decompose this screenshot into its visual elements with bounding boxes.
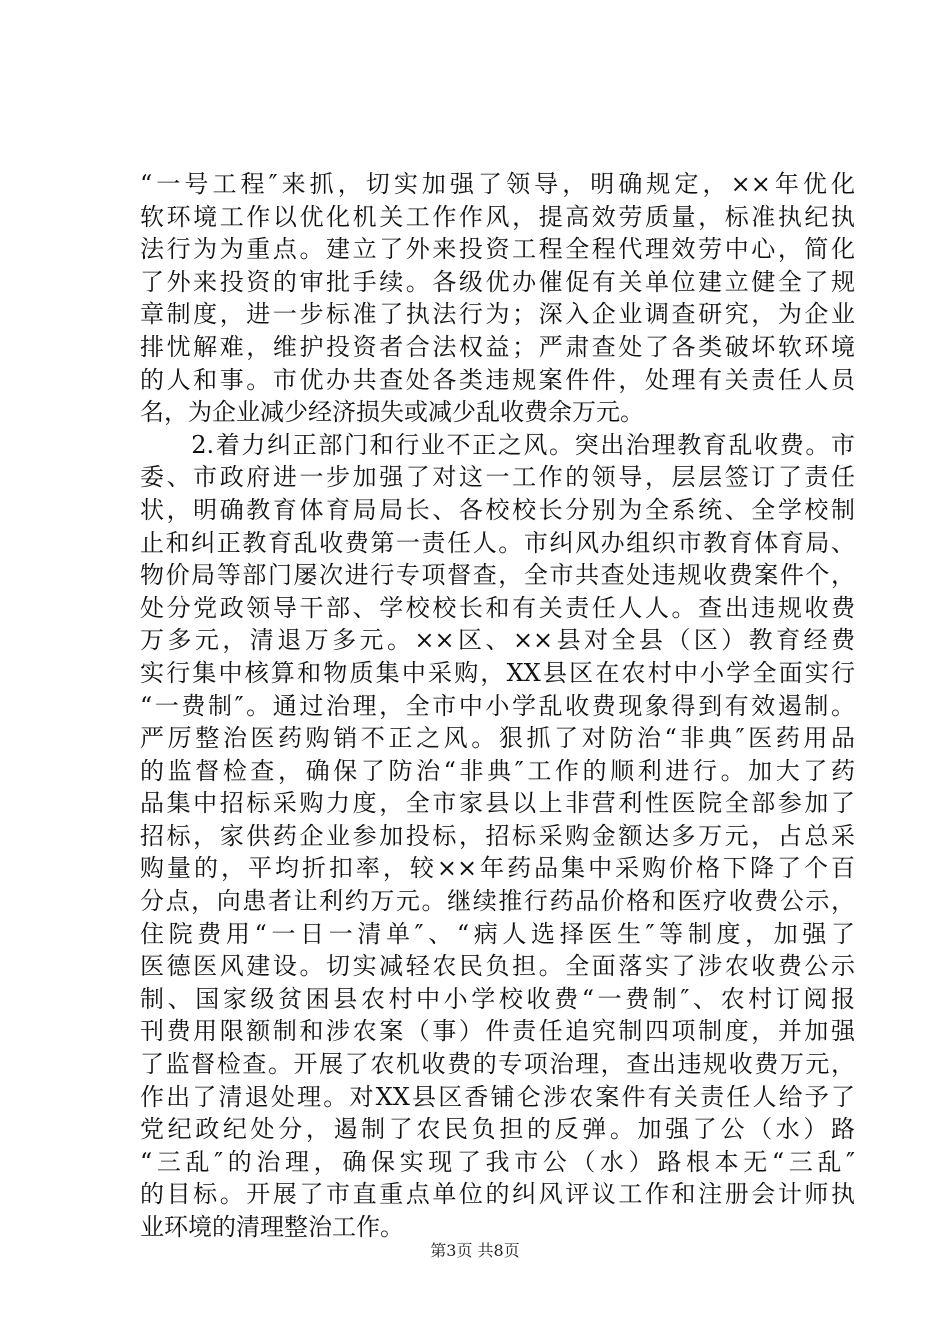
text-line: 万多元，清退万多元。××区、××县对全县（区）教育经费	[140, 626, 855, 655]
text-line: 处分党政领导干部、学校校长和有关责任人人。查出违规收费	[140, 593, 855, 622]
text-line: 的人和事。市优办共查处各类违规案件件，处理有关责任人员	[140, 365, 855, 394]
text-line: 严厉整治医药购销不正之风。狠抓了对防治“非典″医药用品	[140, 724, 855, 753]
text-line: 业环境的清理整治工作。	[140, 1213, 404, 1241]
text-line: 的目标。开展了市直重点单位的纠风评议工作和注册会计师执	[140, 1180, 855, 1209]
text-line: 实行集中核算和物质集中采购，XX县区在农村中小学全面实行	[140, 658, 855, 687]
body-text	[140, 168, 855, 1244]
text-line: 章制度，进一步标准了执法行为；深入企业调查研究，为企业	[140, 300, 855, 329]
text-line: “三乱″的治理，确保实现了我市公（水）路根本无“三乱″	[140, 1147, 855, 1176]
text-line: 法行为为重点。建立了外来投资工程全程代理效劳中心，简化	[140, 235, 855, 264]
text-line: 刊费用限额制和涉农案（事）件责任追究制四项制度，并加强	[140, 1017, 855, 1046]
text-line: 分点，向患者让利约万元。继续推行药品价格和医疗收费公示，	[140, 887, 855, 916]
text-line: “一费制″。通过治理，全市中小学乱收费现象得到有效遏制。	[140, 691, 855, 720]
text-line: 住院费用“一日一清单″、“病人选择医生″等制度，加强了	[140, 919, 855, 948]
text-line: 医德医风建设。切实减轻农民负担。全面落实了涉农收费公示	[140, 952, 855, 981]
text-line: “一号工程″来抓，切实加强了领导，明确规定，××年优化	[140, 170, 855, 198]
text-line: 名，为企业减少经济损失或减少乱收费余万元。	[140, 398, 644, 427]
text-line: 的监督检查，确保了防治“非典″工作的顺利进行。加大了药	[140, 756, 855, 785]
text-line: 软环境工作以优化机关工作作风，提高效劳质量，标准执纪执	[140, 202, 855, 231]
text-line: 状，明确教育体育局局长、各校校长分别为全系统、全学校制	[140, 495, 855, 524]
text-line: 委、市政府进一步加强了对这一工作的领导，层层签订了责任	[140, 463, 855, 492]
text-line: 作出了清退处理。对XX县区香铺仑涉农案件有关责任人给予了	[140, 1082, 855, 1111]
text-line: 排忧解难，维护投资者合法权益；严肃查处了各类破坏软环境	[140, 332, 855, 361]
text-line: 了外来投资的审批手续。各级优办催促有关单位建立健全了规	[140, 267, 855, 296]
text-line: 品集中招标采购力度，全市家县以上非营利性医院全部参加了	[140, 789, 855, 818]
text-line: 了监督检查。开展了农机收费的专项治理，查出违规收费万元，	[140, 1050, 855, 1079]
text-line: 招标，家供药企业参加投标，招标采购金额达多万元，占总采	[140, 821, 855, 850]
text-line: 止和纠正教育乱收费第一责任人。市纠风办组织市教育体育局、	[140, 528, 855, 557]
text-line: 制、国家级贫困县农村中小学校收费“一费制″、农村订阅报	[140, 984, 855, 1013]
text-line: 物价局等部门屡次进行专项督查，全市共查处违规收费案件个，	[140, 561, 855, 590]
text-line: 党纪政纪处分，遏制了农民负担的反弹。加强了公（水）路	[140, 1115, 855, 1144]
text-line: 2.着力纠正部门和行业不正之风。突出治理教育乱收费。市	[140, 430, 855, 459]
text-line: 购量的，平均折扣率，较××年药品集中采购价格下降了个百	[140, 854, 855, 883]
page-footer: 第3页 共8页	[430, 1241, 520, 1260]
